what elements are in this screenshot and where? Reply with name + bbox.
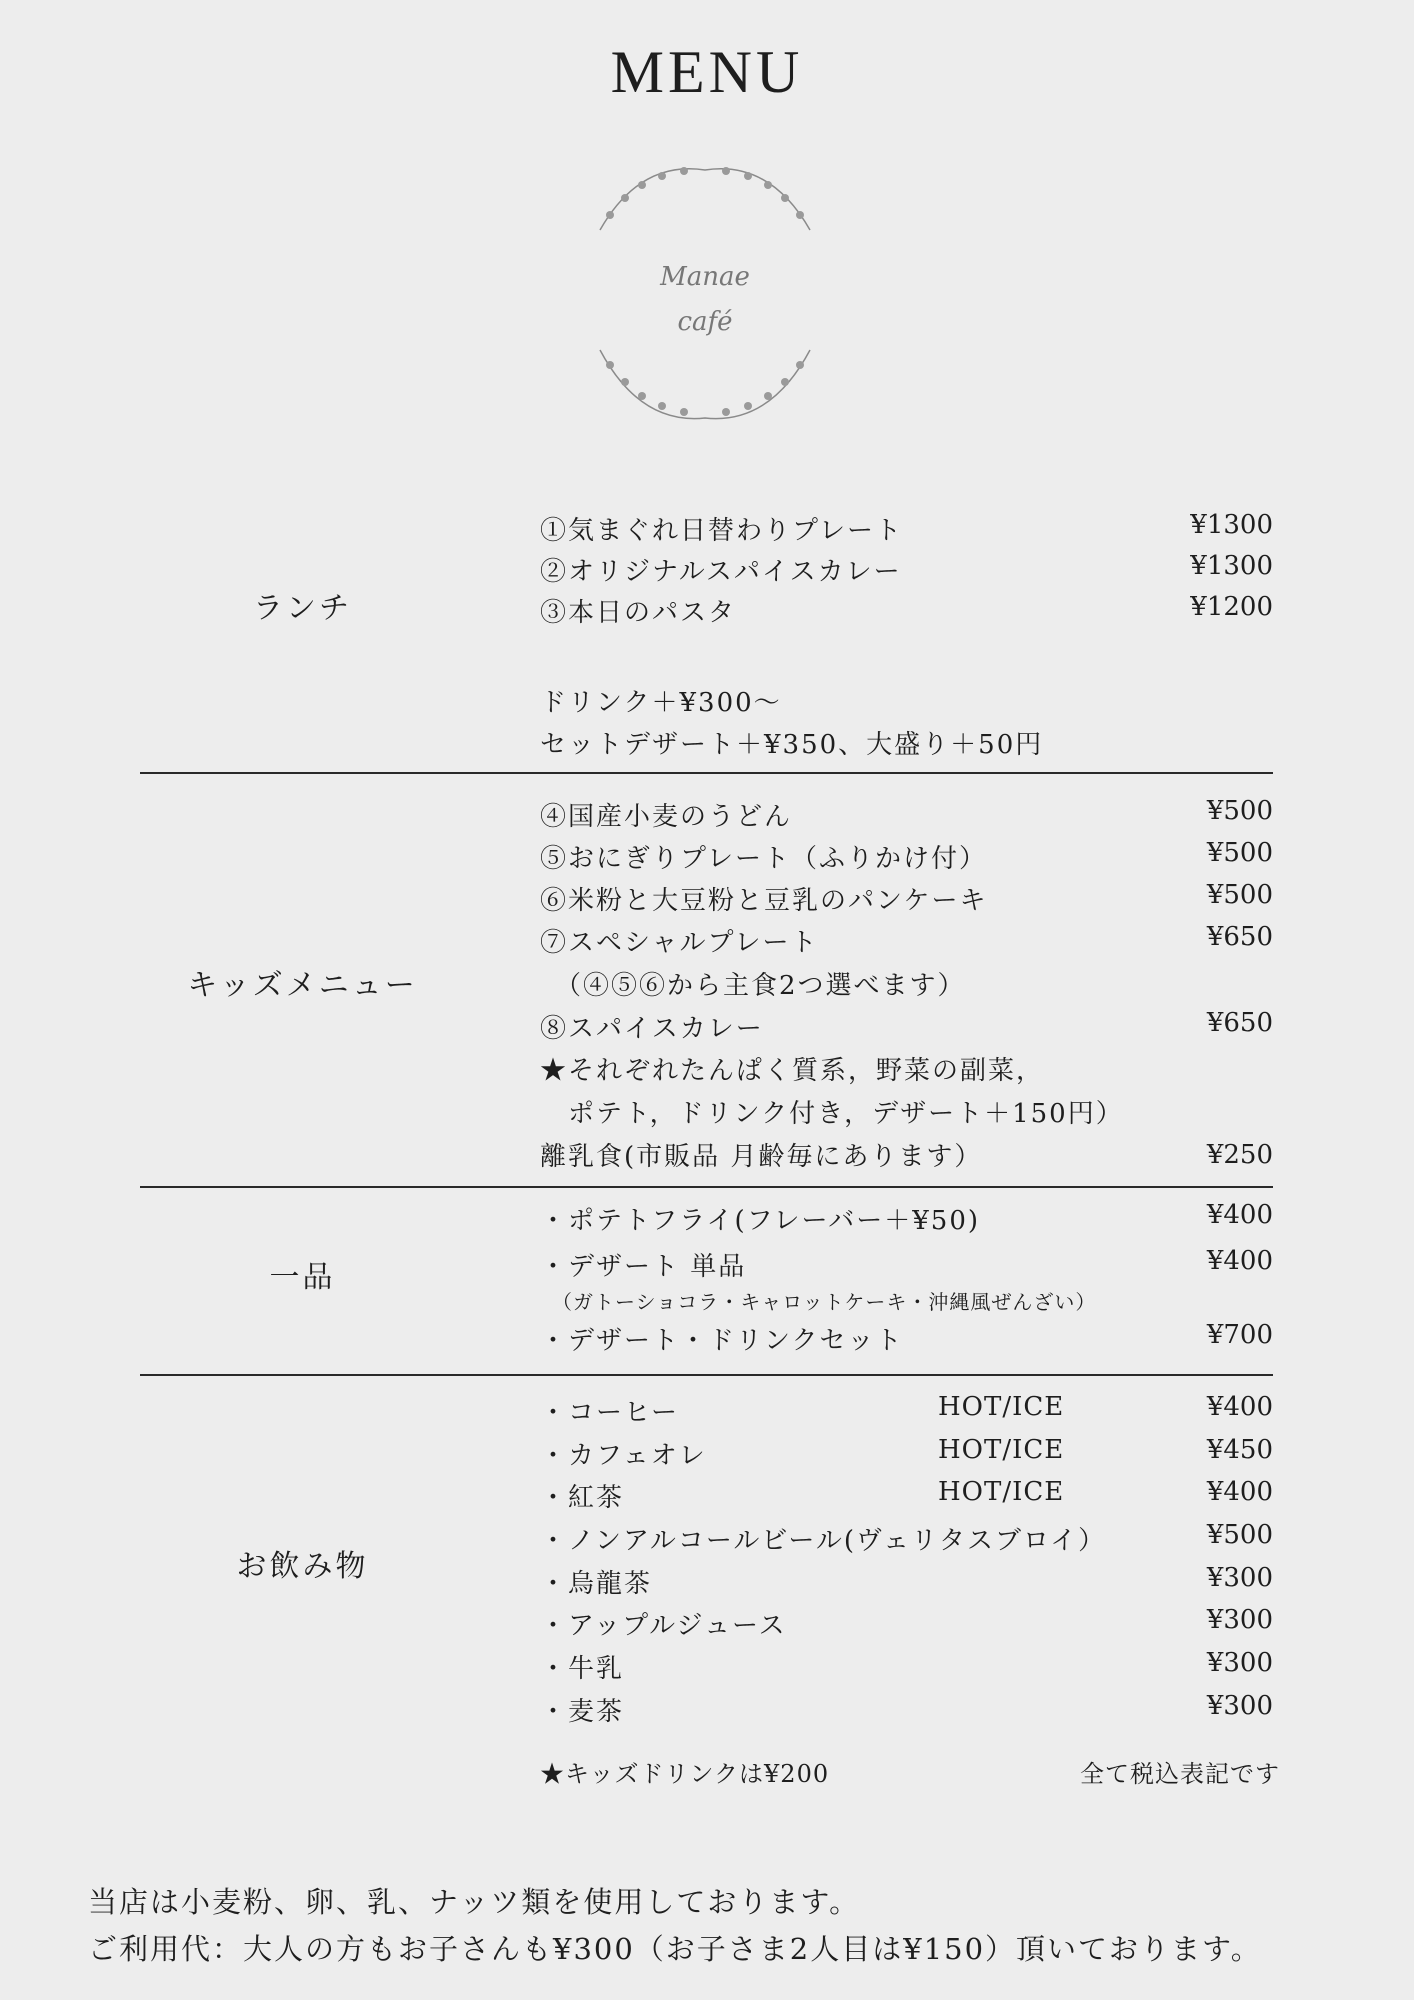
divider — [140, 1186, 1273, 1188]
kids-item-note: ★それぞれたんぱく質系，野菜の副菜， — [540, 1056, 1045, 1086]
kids-item: ④国産小麦のうどん ¥500 — [540, 796, 1273, 832]
drink-item: ・麦茶 ¥300 — [540, 1691, 1273, 1727]
drink-item: ・ノンアルコールビール(ヴェリタスブロイ） ¥500 — [540, 1520, 1273, 1556]
kids-item: ⑥米粉と大豆粉と豆乳のパンケーキ ¥500 — [540, 880, 1273, 916]
kids-item: ⑤おにぎりプレート（ふりかけ付） ¥500 — [540, 838, 1273, 874]
logo-script: Manae — [660, 262, 750, 292]
lunch-item: ①気まぐれ日替わりプレート ¥1300 — [540, 510, 1273, 546]
ippin-item-note: （ガトーショコラ・キャロットケーキ・沖縄風ぜんざい） — [552, 1290, 1097, 1314]
kids-drink-note: ★キッズドリンクは¥200 — [540, 1760, 830, 1788]
ippin-item: ・ポテトフライ(フレーバー＋¥50) ¥400 — [540, 1200, 1273, 1236]
drink-item: ・コーヒー HOT/ICE ¥400 — [540, 1392, 1273, 1428]
logo-sub: café — [677, 307, 733, 337]
cafe-logo — [580, 160, 830, 430]
ippin-item: ・デザート 単品 ¥400 — [540, 1246, 1273, 1282]
section-ippin-title: 一品 — [269, 1260, 336, 1295]
kids-item-note: （④⑤⑥から主食2つ選べます） — [555, 971, 966, 1001]
footer-allergen: 当店は小麦粉、卵、乳、ナッツ類を使用しております。 — [88, 1885, 861, 1919]
section-lunch-title: ランチ — [253, 591, 352, 626]
section-kids-title: キッズメニュー — [187, 968, 418, 1003]
lunch-note: セットデザート＋¥350、大盛り＋50円 — [540, 730, 1044, 760]
lunch-item: ②オリジナルスパイスカレー ¥1300 — [540, 551, 1273, 587]
drink-item: ・カフェオレ HOT/ICE ¥450 — [540, 1435, 1273, 1471]
kids-item: 離乳食(市販品 月齢毎にあります） ¥250 — [540, 1140, 1273, 1172]
drinks-notes — [540, 1754, 1280, 1789]
lunch-note: ドリンク＋¥300〜 — [540, 688, 782, 718]
drink-item: ・アップルジュース ¥300 — [540, 1605, 1273, 1641]
divider — [140, 772, 1273, 774]
kids-item-note: ポテト，ドリンク付き，デザート＋150円） — [568, 1099, 1124, 1129]
ippin-item: ・デザート・ドリンクセット ¥700 — [540, 1320, 1273, 1356]
lunch-item: ③本日のパスタ ¥1200 — [540, 592, 1273, 628]
kids-item: ⑦スペシャルプレート ¥650 — [540, 922, 1273, 958]
drink-item: ・烏龍茶 ¥300 — [540, 1563, 1273, 1599]
kids-item: ⑧スパイスカレー ¥650 — [540, 1008, 1273, 1044]
page-title: MENU — [610, 39, 804, 105]
footer-fee: ご利用代：大人の方もお子さんも¥300（お子さま2人目は¥150）頂いております。 — [88, 1932, 1262, 1966]
section-drinks-title: お飲み物 — [236, 1549, 369, 1584]
tax-note: 全て税込表記です — [1080, 1760, 1280, 1788]
divider — [140, 1374, 1273, 1376]
drink-item: ・牛乳 ¥300 — [540, 1648, 1273, 1684]
drink-item: ・紅茶 HOT/ICE ¥400 — [540, 1477, 1273, 1513]
